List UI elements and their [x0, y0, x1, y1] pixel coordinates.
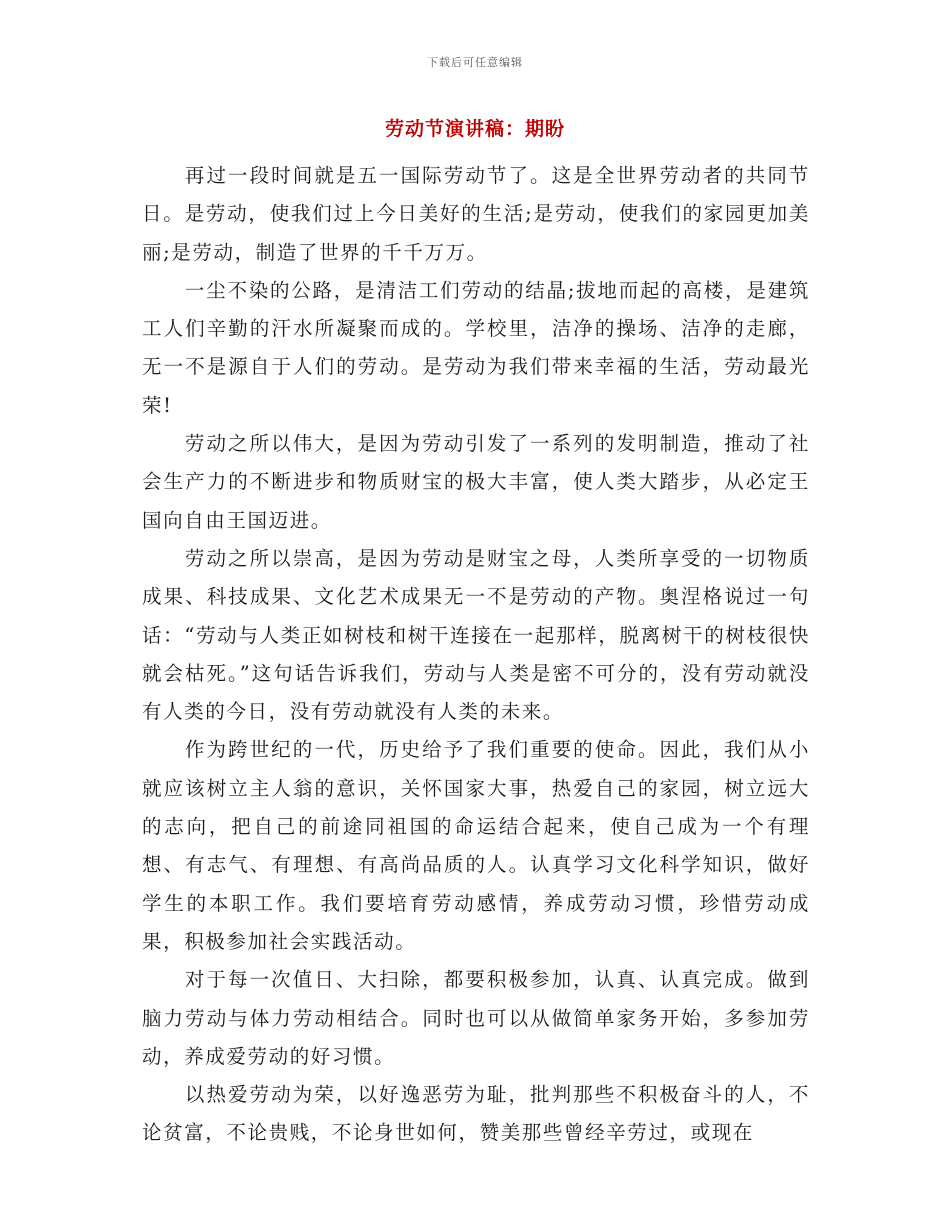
paragraph-7: 以热爱劳动为荣，以好逸恶劳为耻，批判那些不积极奋斗的人，不论贫富，不论贵贱，不论身世如何，赞美那些曾经辛劳过，或现在: [142, 1083, 810, 1145]
document-body: [142, 157, 810, 1153]
paragraph-1: 再过一段时间就是五一国际劳动节了。这是全世界劳动者的共同节日。是劳动，使我们过上今日美好的生活;是劳动，使我们的家园更加美丽;是劳动，制造了世界的千千万万。: [142, 164, 810, 264]
document-title: 劳动节演讲稿：期盼: [384, 118, 565, 140]
paragraph-6: 对于每一次值日、大扫除，都要积极参加，认真、认真完成。做到脑力劳动与体力劳动相结合。同时也可以从做简单家务开始，多参加劳动，养成爱劳动的好习惯。: [142, 968, 810, 1068]
header-watermark: 下载后可任意编辑: [427, 56, 523, 69]
paragraph-3: 劳动之所以伟大，是因为劳动引发了一系列的发明制造，推动了社会生产力的不断进步和物质财宝的极大丰富，使人类大踏步，从必定王国向自由王国迈进。: [142, 432, 810, 532]
paragraph-4: 劳动之所以崇高，是因为劳动是财宝之母，人类所享受的一切物质成果、科技成果、文化艺术成果无一不是劳动的产物。奥涅格说过一句话：“劳动与人类正如树枝和树干连接在一起那样，脱离树干的树枝很快就会枯死。”这句话告诉我们，劳动与人类是密不可分的，没有劳动就没有人类的今日，没有劳动就没有人类的未来。: [142, 546, 810, 724]
paragraph-5: 作为跨世纪的一代，历史给予了我们重要的使命。因此，我们从小就应该树立主人翁的意识，关怀国家大事，热爱自己的家园，树立远大的志向，把自己的前途同祖国的命运结合起来，使自己成为一个有理想、有志气、有理想、有高尚品质的人。认真学习文化科学知识，做好学生的本职工作。我们要培育劳动感情，养成劳动习惯，珍惜劳动成果，积极参加社会实践活动。: [142, 738, 810, 953]
paragraph-2: 一尘不染的公路，是清洁工们劳动的结晶;拔地而起的高楼，是建筑工人们辛勤的汗水所凝聚而成的。学校里，洁净的操场、洁净的走廊，无一不是源自于人们的劳动。是劳动为我们带来幸福的生活，劳动最光荣!: [142, 278, 810, 417]
